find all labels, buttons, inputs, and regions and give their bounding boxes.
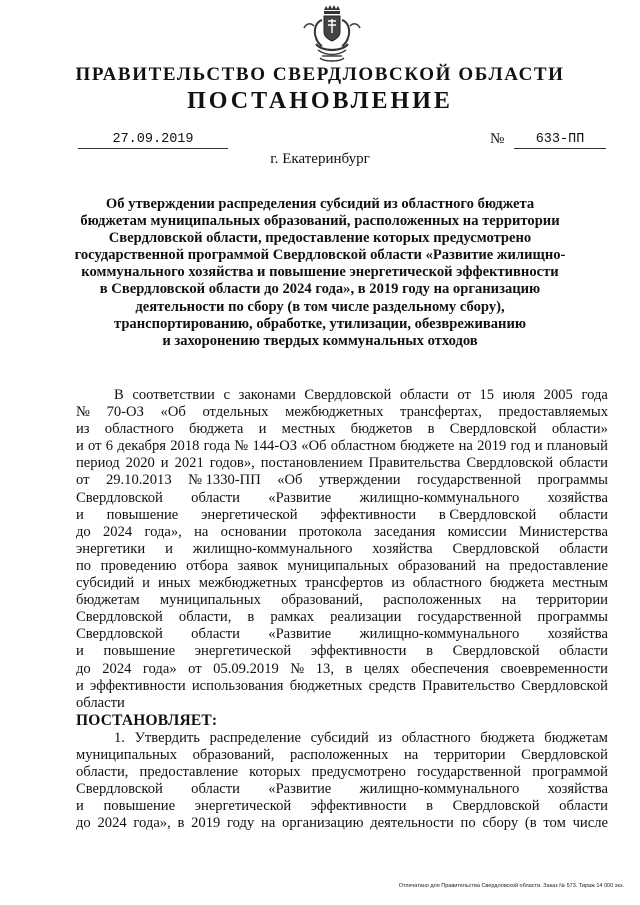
word: Свердловской: [452, 798, 540, 815]
word: года»: [142, 660, 177, 677]
word: до: [76, 815, 91, 832]
word: заявок: [237, 557, 278, 574]
city: г. Екатеринбург: [270, 151, 370, 167]
word: до: [76, 523, 91, 540]
text-line: [76, 490, 608, 507]
word: хозяйства: [547, 626, 608, 643]
number-sign: №: [490, 131, 505, 147]
text-line: [76, 661, 608, 678]
decree-label: ПОСТАНОВЛЯЕТ:: [76, 711, 218, 729]
word: программы: [537, 472, 608, 489]
word: в: [426, 798, 433, 815]
word: декабря: [117, 438, 166, 455]
word: проведению: [100, 557, 177, 574]
document-heading: [60, 196, 580, 350]
word: бюджете: [400, 438, 455, 455]
word: жилищно-коммунального: [359, 626, 520, 643]
word: 144-ОЗ: [252, 438, 298, 455]
word: бюджетов: [350, 421, 413, 438]
word: на: [485, 557, 500, 574]
word: государственной: [417, 609, 522, 626]
government-title: ПРАВИТЕЛЬСТВО СВЕРДЛОВСКОЙ ОБЛАСТИ: [75, 64, 565, 85]
word: деятельности: [370, 815, 454, 832]
word: из: [76, 421, 90, 438]
word: средств: [368, 677, 416, 694]
heading-line: государственной программой Свердловской области «Развитие жилищно-: [74, 247, 566, 264]
word: на: [404, 746, 419, 763]
word: энергетики: [76, 540, 146, 557]
word: Свердловской: [76, 626, 163, 643]
word: от: [188, 660, 202, 677]
word: 2018: [170, 438, 200, 455]
word: в: [247, 609, 255, 626]
word: В: [114, 387, 124, 403]
word: «Развитие: [268, 781, 332, 798]
heading-line: Свердловской области, предоставление которых предусмотрено: [108, 230, 532, 247]
word: организацию: [282, 815, 364, 832]
word: хозяйства: [372, 540, 433, 557]
word: в Свердловской: [438, 506, 537, 523]
word: 2024: [97, 815, 127, 832]
word: 2024: [102, 660, 132, 677]
word: 15: [479, 387, 495, 403]
text-line: [76, 472, 608, 489]
word: повышение: [103, 643, 176, 660]
text-line: [76, 609, 608, 626]
word: своевременности: [500, 660, 608, 677]
word: субсидий: [310, 729, 369, 746]
word: Правительства: [368, 455, 461, 472]
text-line: [76, 524, 608, 541]
word: и: [165, 540, 173, 557]
word: программы: [537, 609, 608, 626]
word: числе: [572, 815, 608, 832]
word: областного: [401, 729, 471, 746]
heading-line: и захоронению твердых коммунальных отходов: [162, 332, 478, 349]
word: соответствии: [132, 387, 215, 403]
word: местных: [281, 421, 336, 438]
word: на: [194, 523, 209, 540]
word: «Развитие: [268, 626, 332, 643]
word: целях: [363, 660, 400, 677]
word: образований: [397, 557, 477, 574]
word: обеспечения: [410, 660, 489, 677]
word: года»,: [144, 523, 182, 540]
word: и: [76, 677, 84, 694]
word: областного: [104, 421, 174, 438]
word: жилищно-коммунального: [359, 781, 520, 798]
word: «Об: [277, 472, 303, 489]
word: местным: [552, 575, 608, 592]
word: трансфертов: [304, 575, 384, 592]
text-line: [76, 421, 608, 438]
word: предоставляемых: [498, 404, 608, 421]
word: Свердловской: [76, 489, 163, 506]
word: области: [559, 540, 608, 557]
word: «Развитие: [268, 489, 332, 506]
word: №: [290, 660, 305, 677]
word: области: [559, 798, 608, 815]
text-line: [76, 815, 608, 832]
word: рамках: [270, 609, 315, 626]
word: сбору: [482, 815, 519, 832]
word: год: [510, 438, 531, 455]
word: и: [76, 506, 84, 523]
word: году: [227, 815, 255, 832]
word: субсидий: [76, 575, 135, 592]
word: бюджета: [188, 421, 244, 438]
word: области: [399, 387, 449, 403]
preamble-paragraph: [76, 387, 608, 712]
word: 2024: [103, 523, 133, 540]
word: распределение: [209, 729, 301, 746]
footer-note: Отпечатано для Правительства Свердловской области. Заказ № 573. Тираж 14 000 экз.: [398, 883, 624, 889]
word: эффективности: [90, 677, 186, 694]
word: области: [191, 489, 240, 506]
word: от: [88, 438, 102, 455]
word: Свердловской: [452, 540, 540, 557]
word: том: [543, 815, 566, 832]
word: 05.09.2019: [213, 660, 279, 677]
document-number: 633-ПП: [514, 132, 606, 149]
word: области: [559, 643, 608, 660]
word: комиссии: [447, 523, 507, 540]
word: 2020: [125, 455, 155, 472]
coat-of-arms-emblem: [302, 4, 362, 66]
word: области»: [551, 421, 608, 438]
word: отдельных: [202, 404, 269, 421]
text-line: [76, 695, 608, 712]
word: по: [76, 557, 92, 574]
word: Правительство: [422, 677, 515, 694]
word: области: [559, 455, 608, 472]
word: в: [426, 643, 433, 660]
heading-line: Об утверждении распределения субсидий из областного бюджета: [105, 196, 535, 212]
text-line: [76, 438, 608, 455]
word: области: [191, 781, 240, 798]
word: областном: [330, 438, 396, 455]
word: муниципальных: [76, 746, 178, 763]
word: № 1330-ПП: [188, 472, 261, 489]
word: и: [534, 438, 543, 455]
word: энергетической: [194, 643, 292, 660]
word: 2005: [543, 387, 573, 403]
word: муниципальных: [159, 592, 261, 609]
word: бюджетам: [544, 729, 608, 746]
word: территории: [433, 746, 506, 763]
word: (в: [524, 815, 537, 832]
word: энергетической: [194, 798, 292, 815]
word: отбора: [186, 557, 229, 574]
word: расположенных: [383, 592, 482, 609]
word: иных: [157, 575, 191, 592]
word: трансфертах,: [400, 404, 482, 421]
document-type: ПОСТАНОВЛЕНИЕ: [187, 88, 453, 114]
word: и: [76, 438, 84, 455]
word: и: [76, 643, 84, 660]
word: области: [191, 626, 240, 643]
word: «Об: [160, 404, 186, 421]
word: территории: [536, 592, 608, 609]
text-line: [76, 558, 608, 575]
heading-line: коммунального хозяйства и повышение энергетической эффективности: [81, 264, 559, 281]
word: с: [223, 387, 230, 403]
word: образований,: [192, 746, 275, 763]
heading-line: бюджетам муниципальных образований, расположенных на территории: [80, 213, 560, 230]
word: 29.10.2013: [105, 472, 172, 489]
word: №: [76, 404, 90, 421]
word: межбюджетных: [285, 404, 384, 421]
word: по: [460, 815, 476, 832]
word: и: [76, 798, 84, 815]
word: хозяйства: [547, 489, 608, 506]
word: эффективности: [310, 798, 407, 815]
word: №: [234, 438, 249, 455]
word: Свердловской: [452, 643, 540, 660]
text-line: [76, 455, 608, 472]
word: основании: [220, 523, 287, 540]
word: государственной: [417, 472, 522, 489]
word: в: [427, 421, 435, 438]
word: бюджетам: [76, 592, 140, 609]
text-line: [76, 541, 608, 558]
word: и: [160, 455, 169, 472]
text-line: [76, 387, 608, 404]
word: Свердловской: [76, 781, 163, 798]
word: повышение: [106, 506, 179, 523]
text-line: [76, 781, 608, 798]
heading-line: транспортированию, обработке, утилизации, обезвреживанию: [113, 315, 527, 332]
word: жилищно-коммунального: [359, 489, 520, 506]
text-line: [76, 592, 608, 609]
word: эффективности: [310, 643, 407, 660]
word: заседания: [373, 523, 436, 540]
text-line: [76, 404, 608, 421]
word: законами: [238, 387, 296, 403]
document-body: [76, 387, 608, 832]
word: бюджета: [480, 729, 535, 746]
word: года»,: [133, 815, 171, 832]
word: июля: [502, 387, 536, 403]
text-line: [76, 575, 608, 592]
word: государственной: [417, 763, 522, 780]
heading-line: в Свердловской области до 2024 года», в 2019 году на организацию: [99, 281, 541, 298]
word: года: [203, 438, 231, 455]
text-line: [76, 747, 608, 764]
word: программой: [532, 763, 608, 780]
word: в: [177, 815, 185, 832]
word: реализации: [330, 609, 402, 626]
word: период: [76, 455, 120, 472]
word: утверждении: [318, 472, 401, 489]
word: 70-ОЗ: [106, 404, 144, 421]
word: образований,: [281, 592, 363, 609]
word: Свердловской: [76, 609, 163, 626]
word: протокола: [298, 523, 362, 540]
word: области: [559, 506, 608, 523]
word: из: [391, 575, 405, 592]
word: от: [457, 387, 471, 403]
word: Свердловской: [466, 455, 554, 472]
word: Свердловской: [449, 421, 537, 438]
word: и: [142, 575, 150, 592]
word: 1.: [114, 729, 125, 746]
word: на: [261, 815, 276, 832]
word: Свердловской: [304, 387, 392, 403]
word: Свердловской: [521, 746, 608, 763]
word: от: [76, 472, 90, 489]
word: на: [501, 592, 517, 609]
word: межбюджетных: [198, 575, 297, 592]
word: области,: [76, 763, 129, 780]
word: в: [345, 660, 353, 677]
word: «Об: [301, 438, 327, 455]
text-line: [76, 798, 608, 815]
word: Свердловской: [521, 677, 608, 694]
word: области,: [178, 609, 232, 626]
heading-line: деятельности по сбору (в том числе раздельному сбору),: [135, 298, 505, 315]
word: предусмотрено: [311, 763, 406, 780]
word: областного: [412, 575, 482, 592]
word: плановый: [546, 438, 608, 455]
word: предоставление: [139, 763, 239, 780]
word: которых: [249, 763, 301, 780]
word: энергетической: [201, 506, 298, 523]
text-line: [76, 730, 608, 747]
word: области: [76, 694, 125, 711]
word: бюджета: [489, 575, 545, 592]
word: года: [581, 387, 608, 403]
word: 2021: [174, 455, 204, 472]
word: Утвердить: [134, 729, 200, 746]
word: бюджетных: [289, 677, 363, 694]
word: из: [378, 729, 392, 746]
word: на: [458, 438, 473, 455]
document-date: 27.09.2019: [78, 132, 228, 149]
item-1-paragraph: [76, 730, 608, 833]
word: и: [258, 421, 267, 438]
word: эффективности: [320, 506, 417, 523]
text-line: [76, 626, 608, 643]
word: 6: [105, 438, 114, 455]
word: Министерства: [518, 523, 608, 540]
word: повышение: [103, 798, 176, 815]
text-line: [76, 764, 608, 781]
word: годов»,: [209, 455, 255, 472]
word: использования: [191, 677, 284, 694]
word: 2019: [477, 438, 507, 455]
word: постановлением: [260, 455, 363, 472]
word: жилищно-коммунального: [192, 540, 353, 557]
word: 2019: [191, 815, 221, 832]
word: хозяйства: [547, 781, 608, 798]
text-line: [76, 507, 608, 524]
text-line: [76, 643, 608, 660]
word: муниципальных: [287, 557, 389, 574]
word: 13,: [315, 660, 334, 677]
word: до: [76, 660, 91, 677]
word: расположенных: [289, 746, 389, 763]
text-line: [76, 678, 608, 695]
word: предоставление: [509, 557, 608, 574]
